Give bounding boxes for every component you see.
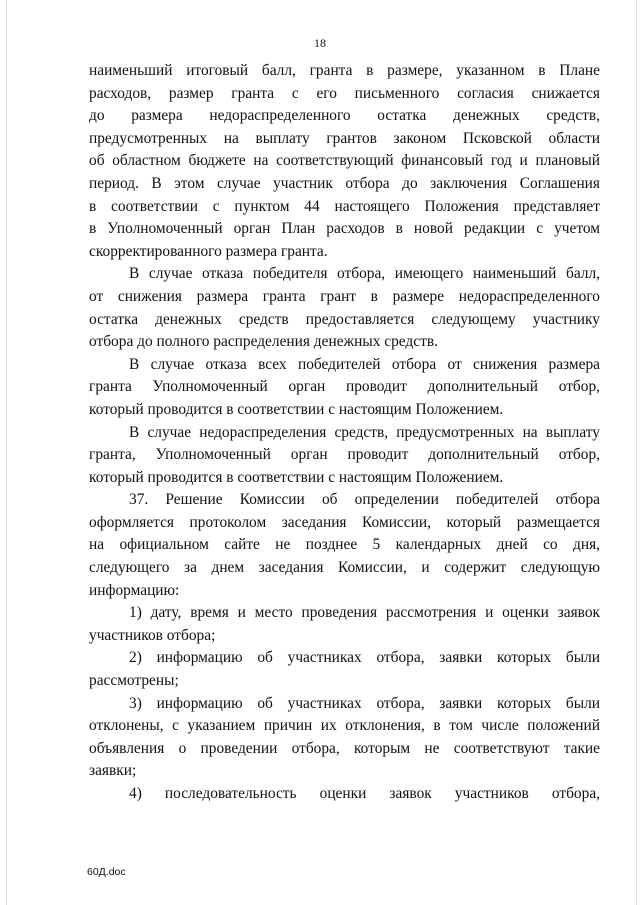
text-line: 4) последовательность оценки заявок участников отбора, <box>129 785 600 802</box>
text-line: 2) информацию об участниках отбора, заявки которых были <box>129 649 600 667</box>
text-line: 3) информацию об участниках отбора, заявки которых были <box>129 694 600 712</box>
page-number: 18 <box>314 36 326 50</box>
text-line: В случае недораспределения средств, предусмотренных на выплату <box>129 423 600 441</box>
text-line: информацию: <box>89 581 180 599</box>
text-line: до размера недораспределенного остатка денежных средств, <box>89 107 600 125</box>
text-line: отклонены, с указанием причин их отклонения, в том числе положений <box>89 717 600 735</box>
text-line: расходов, размер гранта с его письменного согласия снижается <box>89 84 600 102</box>
text-line: от снижения размера гранта грант в размере недораспределенного <box>89 287 600 305</box>
text-line: в соответствии с пунктом 44 настоящего Положения представляет <box>89 197 600 215</box>
text-line: который проводится в соответствии с настоящим Положением. <box>89 468 504 486</box>
text-line: который проводится в соответствии с настоящим Положением. <box>89 400 504 418</box>
text-line: оформляется протоколом заседания Комиссии, который размещается <box>89 513 600 531</box>
text-line: 37. Решение Комиссии об определении победителей отбора <box>129 491 600 509</box>
text-line: рассмотрены; <box>89 672 179 690</box>
text-line: в Уполномоченный орган План расходов в новой редакции с учетом <box>89 220 600 238</box>
scan-edge-left <box>6 0 7 905</box>
text-line: объявления о проведении отбора, которым не соответствуют такие <box>89 739 600 757</box>
footer-filename: 60Д.doc <box>87 866 126 878</box>
text-line: участников отбора; <box>89 626 216 644</box>
text-line: гранта, Уполномоченный орган проводит дополнительный отбор, <box>89 446 600 464</box>
text-line: скорректированного размера гранта. <box>89 242 328 260</box>
text-line: заявки; <box>89 762 137 780</box>
text-line: В случае отказа победителя отбора, имеющего наименьший балл, <box>129 265 600 283</box>
document-body <box>89 60 600 806</box>
text-line: наименьший итоговый балл, гранта в размере, указанном в Плане <box>89 62 600 79</box>
text-line: отбора до полного распределения денежных средств. <box>89 333 438 351</box>
text-line: предусмотренных на выплату грантов законом Псковской области <box>89 129 600 147</box>
text-line: гранта Уполномоченный орган проводит дополнительный отбор, <box>89 378 600 396</box>
scan-edge-right <box>636 0 637 905</box>
text-line: период. В этом случае участник отбора до заключения Соглашения <box>89 174 600 192</box>
text-line: 1) дату, время и место проведения рассмотрения и оценки заявок <box>129 604 600 622</box>
text-line: следующего за днем заседания Комиссии, и содержит следующую <box>89 559 600 577</box>
text-line: на официальном сайте не позднее 5 календарных дней со дня, <box>89 536 600 554</box>
text-line: остатка денежных средств предоставляется следующему участнику <box>89 310 600 328</box>
text-line: В случае отказа всех победителей отбора от снижения размера <box>129 355 600 373</box>
text-line: об областном бюджете на соответствующий финансовый год и плановый <box>89 152 600 170</box>
